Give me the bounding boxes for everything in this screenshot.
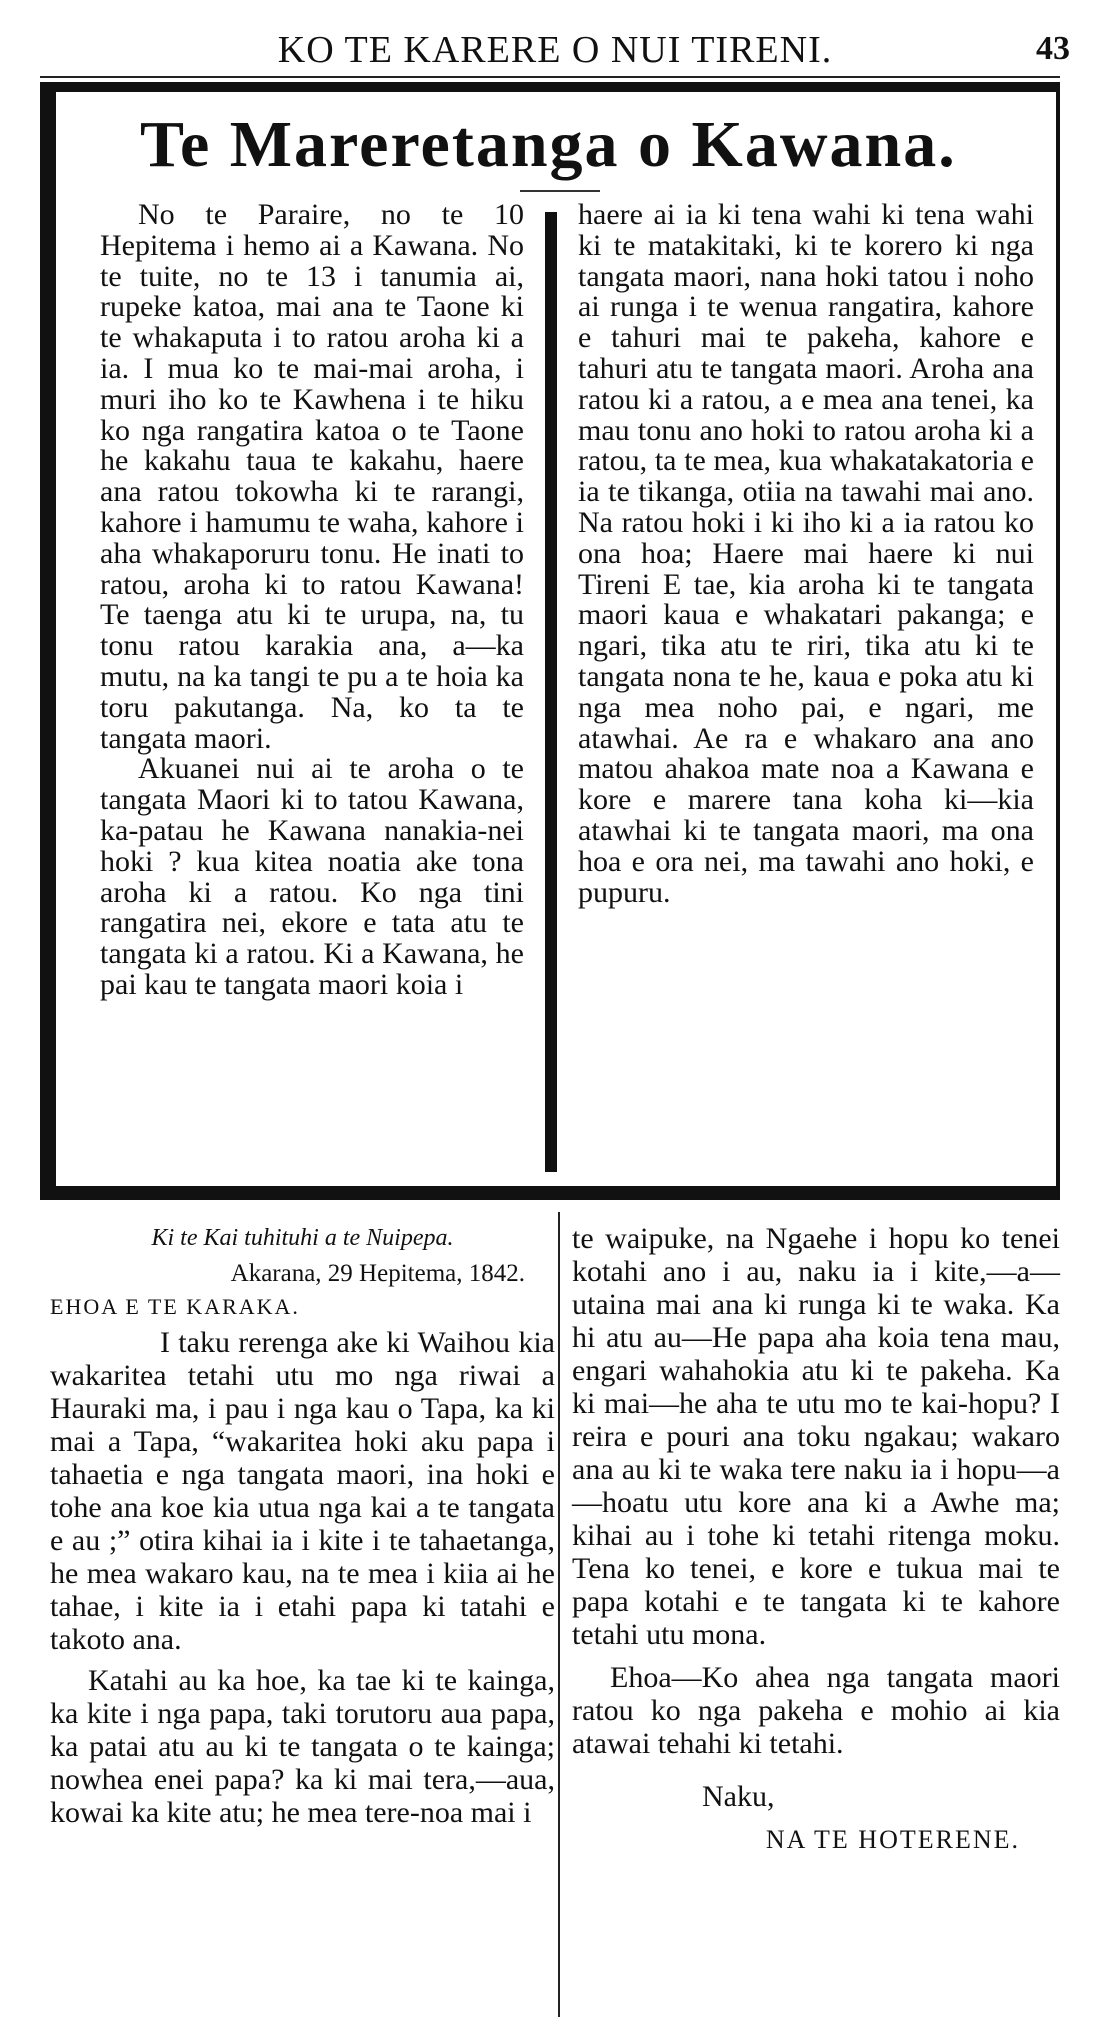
letter-paragraph: Ehoa—Ko ahea nga tangata maori ratou ko nga pakeha e mohio ai kia atawai tehahi ki tetahi.: [572, 1661, 1060, 1760]
letter-paragraph: I taku rerenga ake ki Waihou kia wakaritea tetahi utu mo nga riwai a Hauraki ma, i pau i nga kau o Tapa, ka ki mai a Tapa, “wakaritea hoki aku papa i tahaetia e nga tangata maori, ina hoki e tohe ana koe kia utua nga kai a te tangata e au ;” otira kihai ia i kite i te tahaetanga, he mea wakaro kau, na te mea i kiia ai he tahae, i kite ia i etahi papa ki tatahi e takoto ana.: [50, 1326, 555, 1656]
letter-column-divider: [558, 1212, 560, 2017]
page-header: [40, 22, 1070, 72]
title-rule: [520, 190, 600, 192]
letter-signoff: Naku,: [702, 1780, 775, 1813]
article-paragraph: Akuanei nui ai te aroha o te tangata Maori ki to tatou Kawana, ka-patau he Kawana nanakia-nei hoki ? kua kitea noatia ake tona aroha ki a ratou. Ko nga tini rangatira nei, ekore e tata atu te tangata ki a ratou. Ki a Kawana, he pai kau te tangata maori koia i: [100, 752, 524, 1001]
letter-column-right: [572, 1222, 1060, 1856]
letter-column-left: [50, 1222, 555, 1837]
letter-paragraph: Katahi au ka hoe, ka tae ki te kainga, ka kite i nga papa, taki torutoru aua papa, ka patai atu au ki te tangata o te kainga; nowhea enei papa? ka ki mai tera,—aua, kowai ka kite atu; he mea tere-noa mai i: [50, 1664, 555, 1829]
article-column-right: [578, 200, 1034, 908]
column-divider: [545, 212, 557, 1172]
article-title: Te Mareretanga o Kawana.: [140, 108, 957, 181]
header-rule-thin: [40, 76, 1060, 78]
letter-dateline: Akarana, 29 Hepitema, 1842.: [230, 1260, 525, 1287]
letter-salutation: EHOA E TE KARAKA.: [50, 1294, 300, 1319]
frame-left-border: [40, 92, 56, 1200]
frame-right-border: [1056, 92, 1060, 1200]
running-title: KO TE KARERE O NUI TIRENI.: [277, 29, 833, 71]
article-paragraph: No te Paraire, no te 10 Hepitema i hemo ai a Kawana. No te tuite, no te 13 i tanumia ai, rupeke katoa, mai ana te Taone ki te whakaputa i to ratou aroha ki a ia. I mua ko te mai-mai aroha, i muri iho ko te Kawhena i te hiku ko nga rangatira katoa o te Taone he kakahu taua te kakahu, haere ana ratou tokowha ki te rarangi, kahore i hamumu te waha, kahore i aha whakaporuru tonu. He inati to ratou, aroha ki to ratou Kawana! Te taenga atu ki te urupa, na, tu tonu ratou karakia ana, a—ka mutu, na ka tangi te pu a te hoia ka toru pakutanga. Na, ko ta te tangata maori.: [100, 198, 524, 755]
article-paragraph: haere ai ia ki tena wahi ki tena wahi ki te matakitaki, ki te korero ki nga tangata maori, nana hoki tatou i noho ai runga i te wenua rangatira, kahore e tahuri mai te pakeha, kahore e tahuri atu te tangata maori. Aroha ana ratou ki a ratou, a e mea ana tenei, ka mau tonu ano hoki to ratou aroha ki a ratou, ta te mea, kua whakatakatoria e ia te tikanga, otiia na tawahi mai ano. Na ratou hoki i ki iho ki a ia ratou ko ona hoa; Haere mai haere ki nui Tireni E tae, kia aroha ki te tangata maori kaua e whakatari pakanga; e ngari, tika atu te riri, tika atu ki te tangata nona te he, kaua e poka atu ki nga mea noho pai, e ngari, me atawhai. Ae ra e whakaro ana ano matou ahakoa mate noa a Kawana e kore e marere tana koha ki—kia atawhai ki te tangata maori, ma ona hoa e ora nei, ma tawahi ano hoki, e pupuru.: [578, 198, 1034, 909]
article-column-left: [100, 200, 524, 1001]
header-rule-thick: [40, 82, 1060, 92]
letter-paragraph: te waipuke, na Ngaehe i hopu ko tenei kotahi ano i au, naku ia i kite,—a—utaina mai ana ki runga ki te waka. Ka hi atu au—He papa aha koia tena mau, engari wahahokia atu ki te pakeha. Ka ki mai—he aha te utu mo te kai-hopu? I reira e pouri ana toku ngakau; wakaro ana au ki te waka tere naku ia i hopu—a—hoatu utu kore ana ki a Awhe ma; kihai au i tohe ki tetahi ritenga moku. Tena ko tenei, e kore e tukua mai te papa kotahi e te tangata ki te kahore tetahi utu mona.: [572, 1222, 1060, 1651]
frame-bottom-border: [40, 1186, 1060, 1200]
page-number: 43: [1036, 30, 1070, 67]
letter-heading: Ki te Kai tuhituhi a te Nuipepa.: [151, 1225, 454, 1251]
letter-signature: NA TE HOTERENE.: [765, 1825, 1020, 1854]
